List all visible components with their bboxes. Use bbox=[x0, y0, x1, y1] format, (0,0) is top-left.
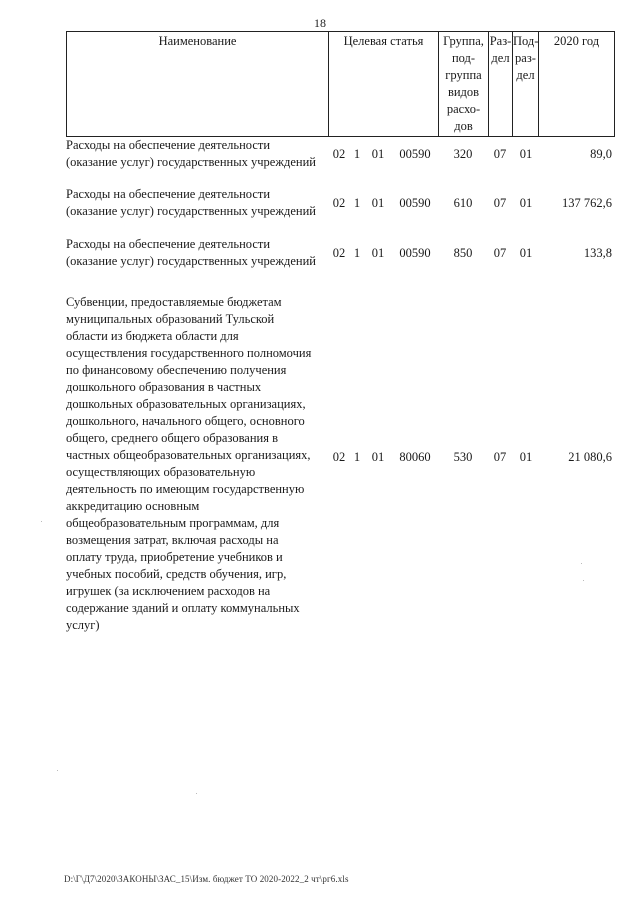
row-code-program: 02 bbox=[332, 196, 346, 210]
file-path-footer: D:\Г\Д7\2020\ЗАКОНЫ\ЗАС_15\Изм. бюджет ТО 2020-2022_2 чт\рг6.xls bbox=[64, 874, 349, 884]
scan-speck bbox=[196, 793, 197, 794]
row-code-activity: 01 bbox=[371, 196, 385, 210]
row-code-direction: 00590 bbox=[399, 147, 431, 161]
row-name: Расходы на обеспечение деятельности (оказание услуг) государственных учреждений bbox=[66, 187, 316, 218]
scan-speck bbox=[57, 770, 58, 771]
header-name: Наименование bbox=[67, 32, 329, 137]
table-header bbox=[66, 31, 615, 137]
row-amount: 137 762,6 bbox=[562, 196, 612, 210]
row-amount: 21 080,6 bbox=[568, 450, 612, 464]
row-code-program: 02 bbox=[332, 450, 346, 464]
row-code-direction: 00590 bbox=[399, 246, 431, 260]
row-code-subprogram: 1 bbox=[353, 147, 361, 161]
row-code-direction: 00590 bbox=[399, 196, 431, 210]
row-group: 850 bbox=[453, 246, 473, 260]
header-subsection: Под- раз- дел bbox=[513, 32, 539, 137]
row-code-program: 02 bbox=[332, 246, 346, 260]
row-subsection: 01 bbox=[519, 246, 533, 260]
row-code-direction: 80060 bbox=[399, 450, 431, 464]
row-subsection: 01 bbox=[519, 196, 533, 210]
row-section: 07 bbox=[493, 246, 507, 260]
row-name: Субвенции, предоставляемые бюджетам муниципальных образований Тульской области из бюджета области для осуществления государственного полномочия по финансовому обеспечению получения дошкольного образования в частных дошкольных образовательных организациях, дошкольного, начального общего, основного общего, среднего общего образования в частных общеобразовательных организациях, осуществляющих образовательную деятельность по имеющим государственную аккредитацию основным общеобразовательным программам, для возмещения затрат, включая расходы на оплату труда, приобретение учебников и учебных пособий, средств обучения, игр, игрушек (за исключением расходов на содержание зданий и оплату коммунальных услуг) bbox=[66, 295, 312, 632]
row-group: 530 bbox=[453, 450, 473, 464]
row-name: Расходы на обеспечение деятельности (оказание услуг) государственных учреждений bbox=[66, 237, 316, 268]
page-number: 18 bbox=[314, 16, 326, 30]
row-code-subprogram: 1 bbox=[353, 196, 361, 210]
table-row bbox=[66, 137, 614, 173]
row-code-program: 02 bbox=[332, 147, 346, 161]
table-row bbox=[66, 186, 614, 222]
row-section: 07 bbox=[493, 196, 507, 210]
header-target-article: Целевая статья bbox=[329, 32, 439, 137]
row-section: 07 bbox=[493, 147, 507, 161]
header-year: 2020 год bbox=[539, 32, 615, 137]
row-code-subprogram: 1 bbox=[353, 450, 361, 464]
row-name: Расходы на обеспечение деятельности (оказание услуг) государственных учреждений bbox=[66, 138, 316, 169]
row-subsection: 01 bbox=[519, 147, 533, 161]
scan-speck bbox=[581, 563, 582, 564]
row-code-activity: 01 bbox=[371, 246, 385, 260]
row-subsection: 01 bbox=[519, 450, 533, 464]
table-row bbox=[66, 294, 614, 634]
header-section: Раз- дел bbox=[489, 32, 513, 137]
scan-speck bbox=[583, 580, 584, 581]
row-amount: 89,0 bbox=[590, 147, 612, 161]
row-code-activity: 01 bbox=[371, 147, 385, 161]
row-section: 07 bbox=[493, 450, 507, 464]
row-group: 610 bbox=[453, 196, 473, 210]
row-code-activity: 01 bbox=[371, 450, 385, 464]
row-code-subprogram: 1 bbox=[353, 246, 361, 260]
table-row bbox=[66, 236, 614, 272]
row-amount: 133,8 bbox=[583, 246, 612, 260]
header-group: Группа, под- группа видов расхо- дов bbox=[439, 32, 489, 137]
row-group: 320 bbox=[453, 147, 473, 161]
scan-speck bbox=[41, 521, 42, 522]
